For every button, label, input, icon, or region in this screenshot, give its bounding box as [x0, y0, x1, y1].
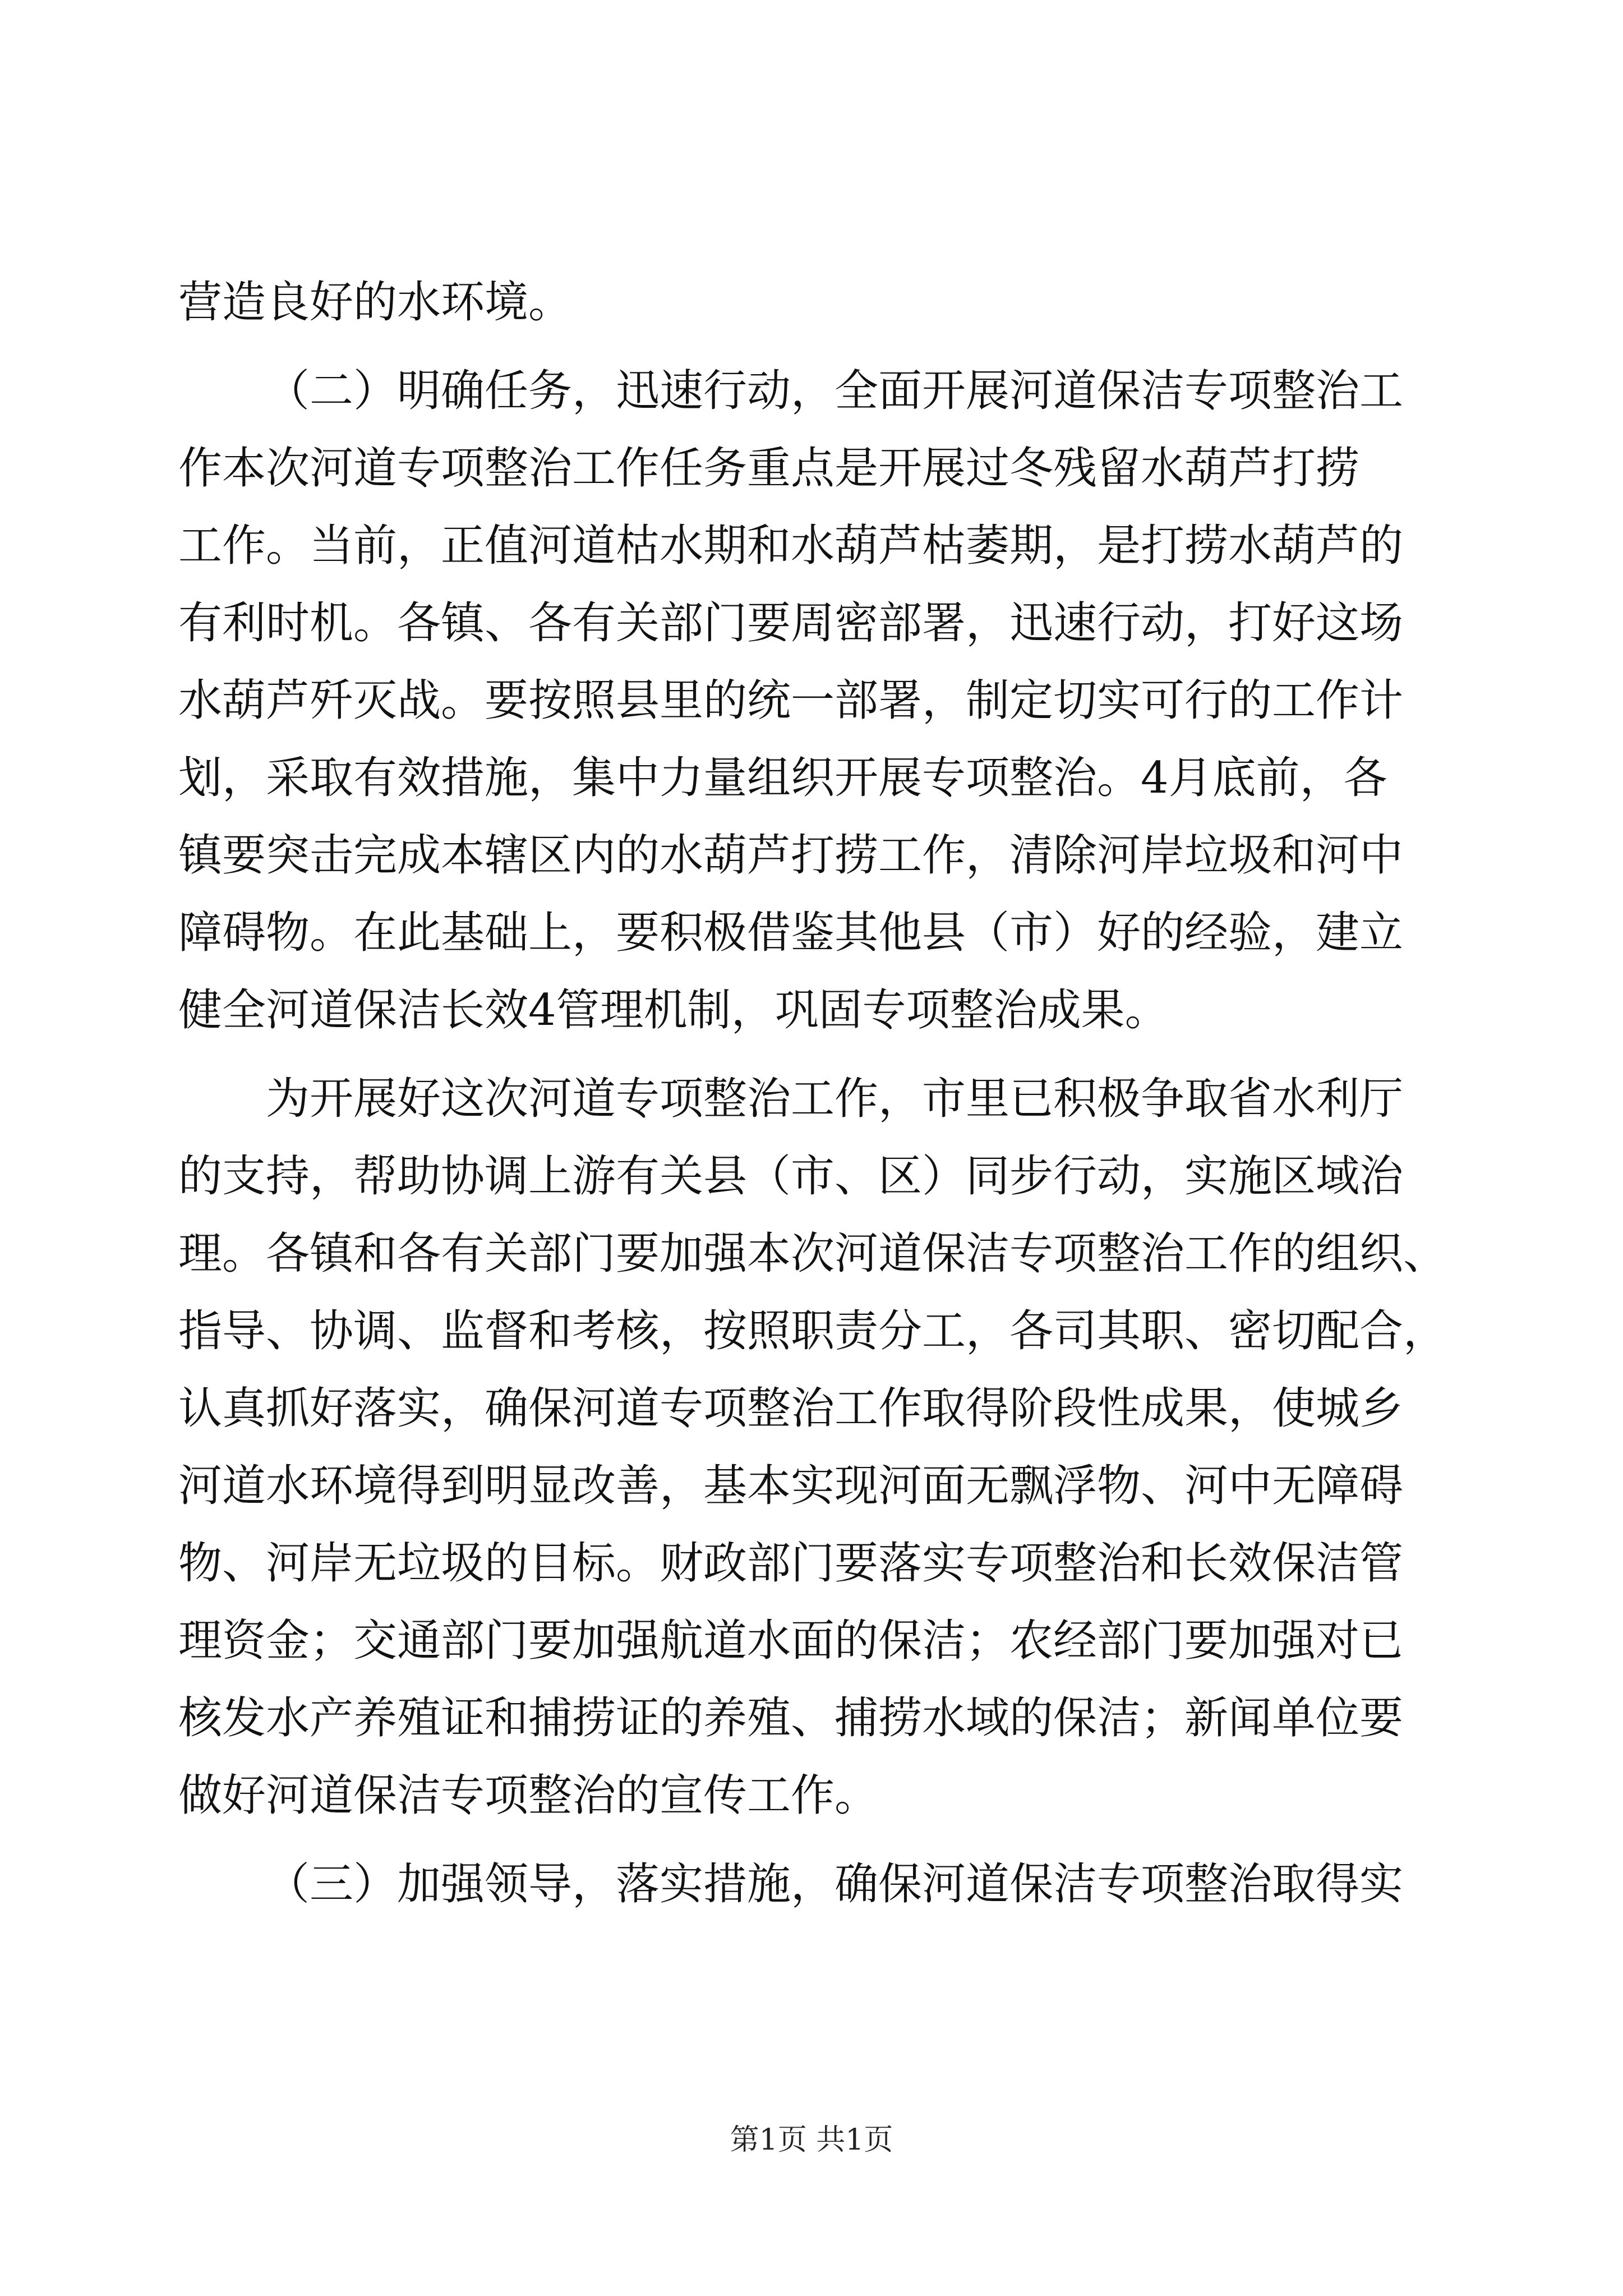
text-line: 理。各镇和各有关部门要加强本次河道保洁专项整治工作的组织、 — [178, 1228, 1447, 1279]
text-line: 工作。当前，正值河道枯水期和水葫芦枯萎期，是打捞水葫芦的 — [178, 521, 1404, 571]
text-line: 划，采取有效措施，集中力量组织开展专项整治。4月底前，各 — [178, 753, 1387, 803]
text-line: 作本次河道专项整治工作任务重点是开展过冬残留水葫芦打捞 — [178, 443, 1360, 494]
text-line: 河道水环境得到明显改善，基本实现河面无飘浮物、河中无障碍 — [178, 1461, 1404, 1511]
page-number-footer: 第1页 共1页 — [730, 2123, 893, 2157]
text-line: 物、河岸无垃圾的目标。财政部门要落实专项整治和长效保洁管 — [178, 1538, 1404, 1589]
text-line: 障碍物。在此基础上，要积极借鉴其他县（市）好的经验，建立 — [178, 908, 1404, 958]
text-line: 做好河道保洁专项整治的宣传工作。 — [178, 1770, 879, 1821]
text-line: 营造良好的水环境。 — [178, 277, 573, 328]
text-line: 核发水产养殖证和捕捞证的养殖、捕捞水域的保洁；新闻单位要 — [178, 1693, 1404, 1743]
text-line: 为开展好这次河道专项整治工作，市里已积极争取省水利厅 — [266, 1074, 1404, 1124]
text-line: 镇要突击完成本辖区内的水葫芦打捞工作，清除河岸垃圾和河中 — [178, 830, 1404, 881]
text-line: （二）明确任务，迅速行动，全面开展河道保洁专项整治工 — [266, 366, 1404, 416]
text-line: （三）加强领导，落实措施，确保河道保洁专项整治取得实 — [266, 1859, 1404, 1910]
text-line: 健全河道保洁长效4管理机制，巩固专项整治成果。 — [178, 985, 1169, 1036]
text-line: 理资金；交通部门要加强航道水面的保洁；农经部门要加强对已 — [178, 1616, 1404, 1666]
text-line: 有利时机。各镇、各有关部门要周密部署，迅速行动，打好这场 — [178, 598, 1404, 648]
text-line: 的支持，帮助协调上游有关县（市、区）同步行动，实施区域治 — [178, 1151, 1404, 1202]
text-line: 水葫芦歼灭战。要按照县里的统一部署，制定切实可行的工作计 — [178, 675, 1404, 726]
text-line: 指导、协调、监督和考核，按照职责分工，各司其职、密切配合， — [178, 1306, 1447, 1356]
text-line: 认真抓好落实，确保河道专项整治工作取得阶段性成果，使城乡 — [178, 1383, 1404, 1434]
document-body — [178, 264, 1447, 1923]
